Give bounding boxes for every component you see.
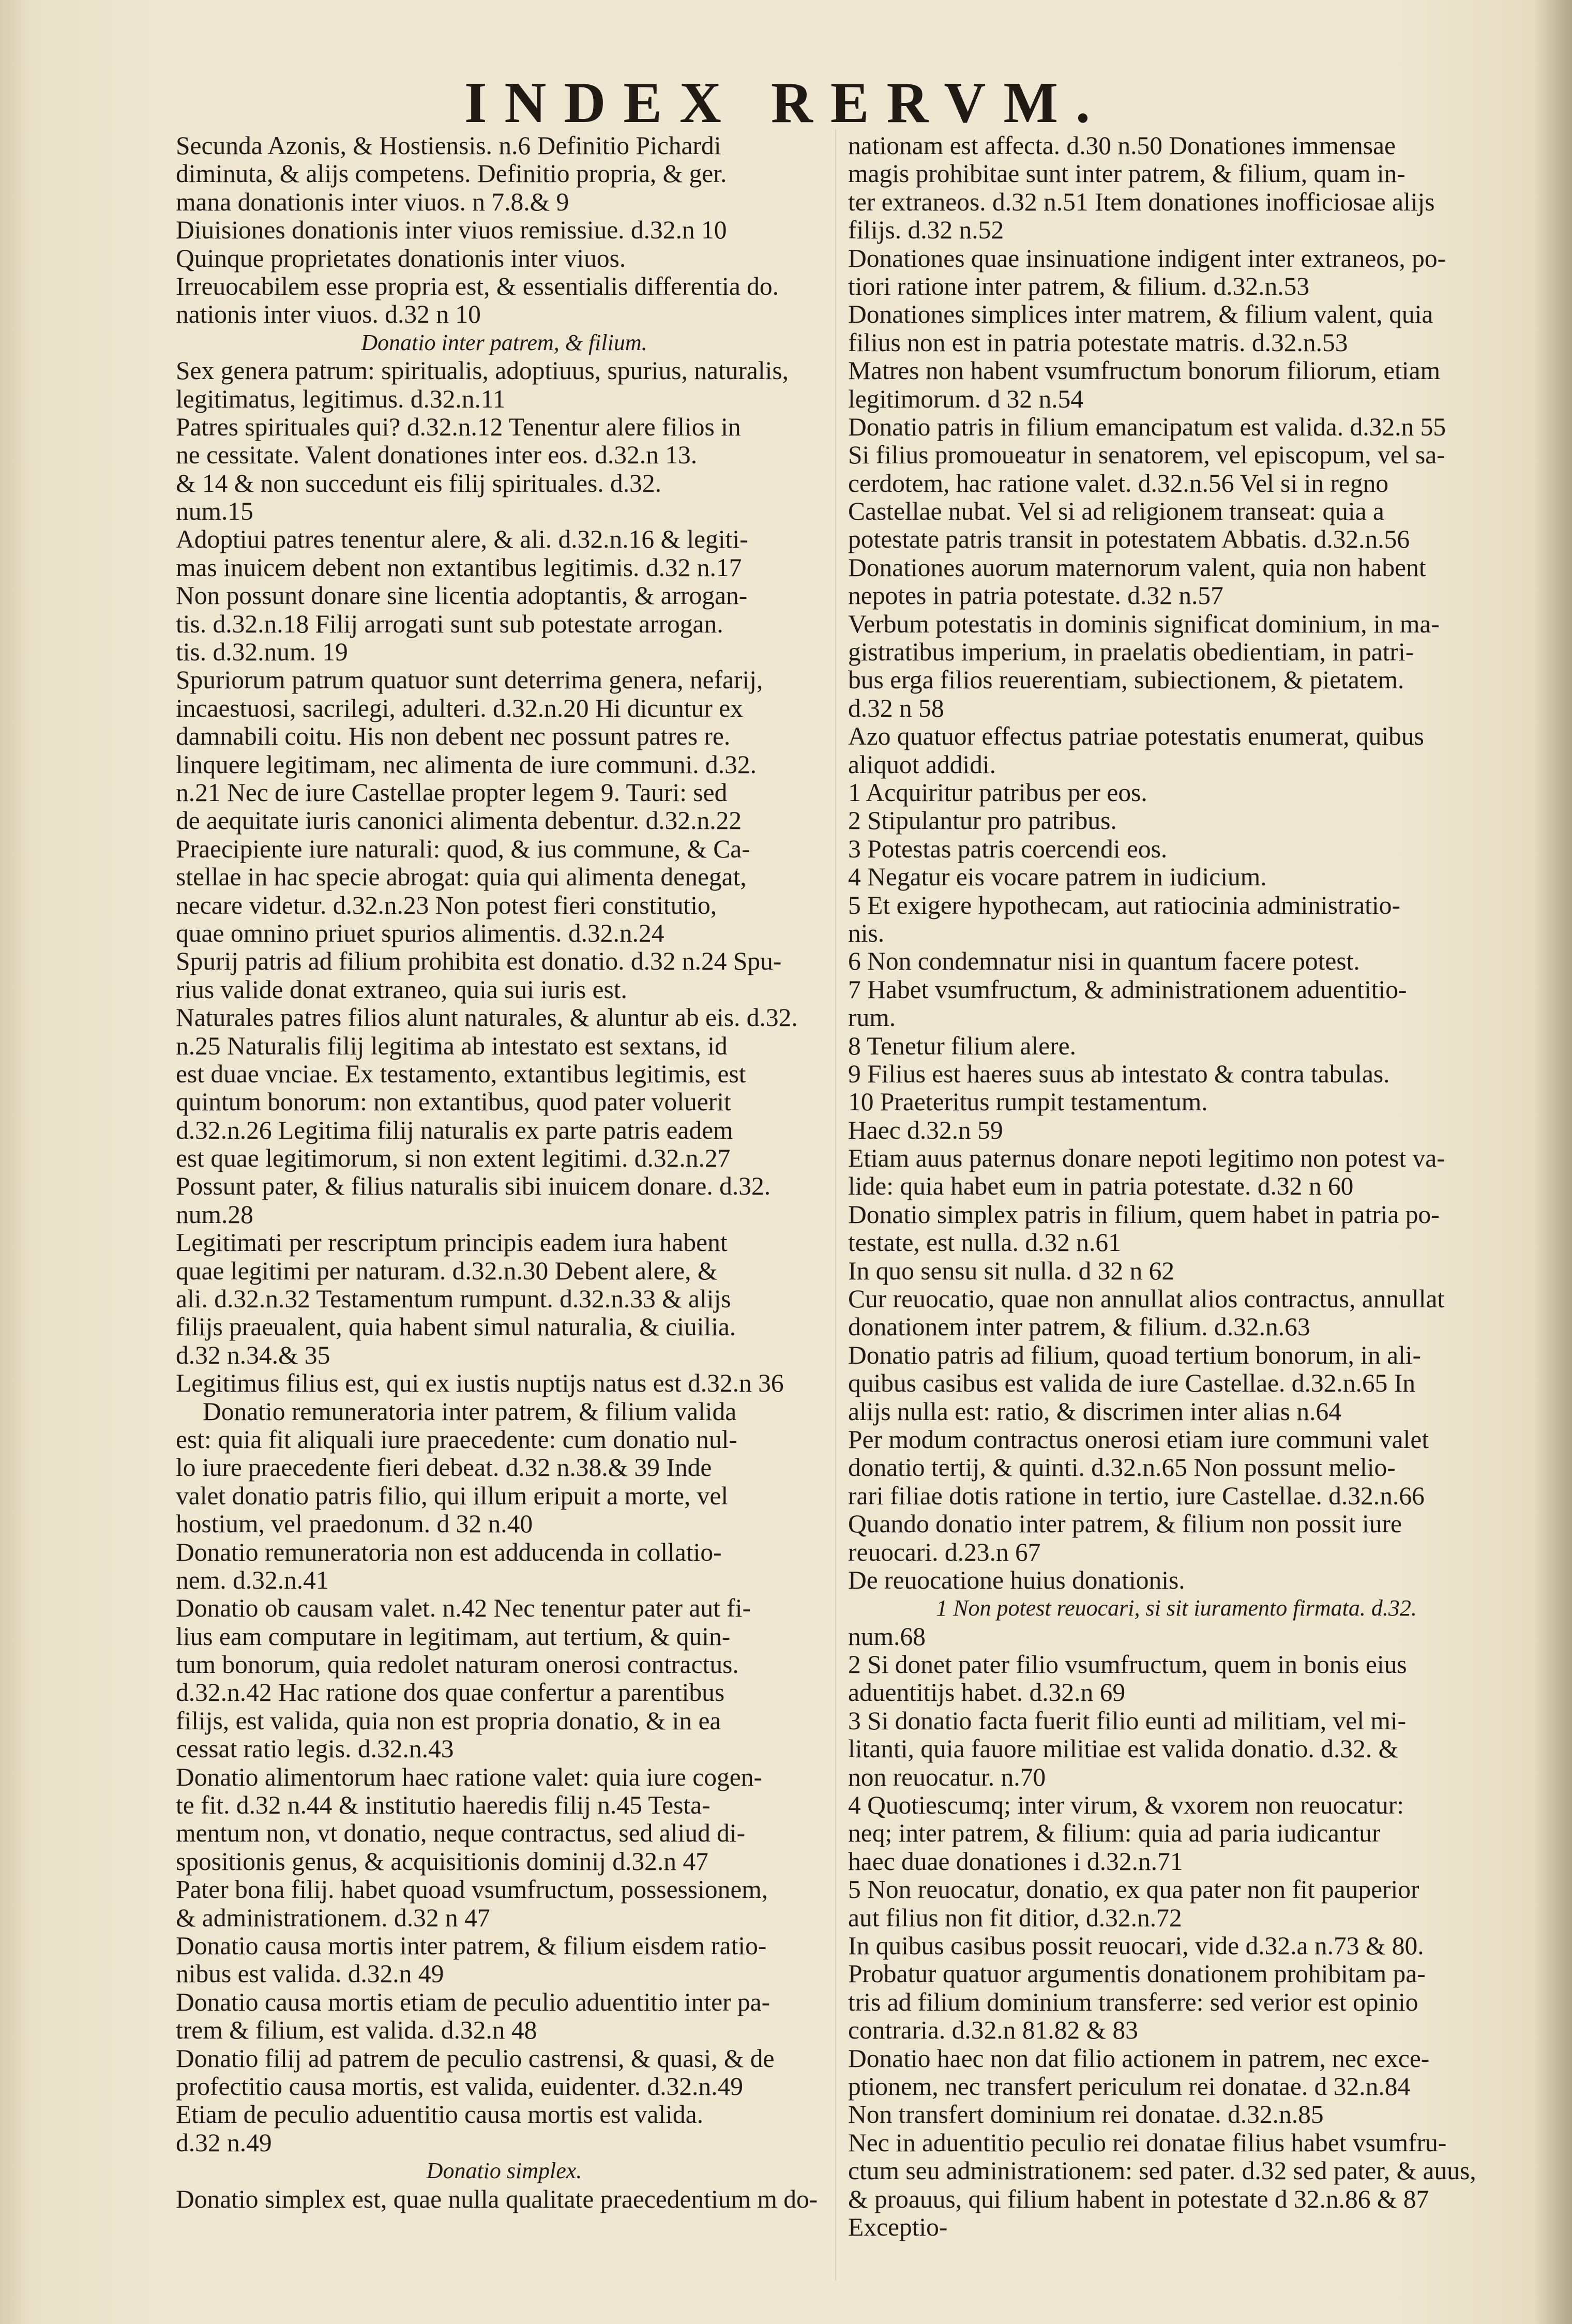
index-line: Sex genera patrum: spiritualis, adoptiuus, spurius, naturalis, xyxy=(176,357,789,385)
index-line: filius non est in patria potestate matris. d.32.n.53 xyxy=(848,328,1348,357)
index-line: Pater bona filij. habet quoad vsumfructum, possessionem, xyxy=(176,1876,768,1904)
index-line: reuocari. d.23.n 67 xyxy=(848,1538,1041,1566)
section-heading: 1 Non potest reuocari, si sit iuramento firmata. d.32. xyxy=(936,1595,1417,1621)
index-line: nem. d.32.n.41 xyxy=(176,1566,329,1594)
index-line: quae omnino priuet spurios alimentis. d.32.n.24 xyxy=(176,919,664,947)
index-line: 8 Tenetur filium alere. xyxy=(848,1032,1076,1060)
index-line: nibus est valida. d.32.n 49 xyxy=(176,1960,444,1988)
index-line: Castellae nubat. Vel si ad religionem transeat: quia a xyxy=(848,497,1384,526)
index-line: Donatio patris in filium emancipatum est valida. d.32.n 55 xyxy=(848,413,1446,441)
index-line: potestate patris transit in potestatem Abbatis. d.32.n.56 xyxy=(848,525,1410,554)
index-line: nationam est affecta. d.30 n.50 Donationes immensae xyxy=(848,132,1396,160)
index-line: Donationes quae insinuatione indigent inter extraneos, po- xyxy=(848,244,1446,273)
index-line: d.32 n 58 xyxy=(848,694,944,722)
index-line: Donatio ob causam valet. n.42 Nec tenentur pater aut fi- xyxy=(176,1594,751,1623)
index-line: donationem inter patrem, & filium. d.32.n.63 xyxy=(848,1313,1310,1341)
index-line: mana donationis inter viuos. n 7.8.& 9 xyxy=(176,188,569,216)
index-line: 10 Praeteritus rumpit testamentum. xyxy=(848,1088,1208,1116)
index-line: donatio tertij, & quinti. d.32.n.65 Non possunt melio- xyxy=(848,1454,1396,1482)
index-line: rius valide donat extraneo, quia sui iuris est. xyxy=(176,975,627,1004)
index-line: tis. d.32.num. 19 xyxy=(176,638,348,667)
index-line: quibus casibus est valida de iure Castellae. d.32.n.65 In xyxy=(848,1369,1416,1398)
index-line: diminuta, & alijs competens. Definitio propria, & ger. xyxy=(176,160,727,188)
index-line: tum bonorum, quia redolet naturam onerosi contractus. xyxy=(176,1651,739,1679)
index-line: Donatio simplex est, quae nulla qualitate praecedentium m do- xyxy=(176,2185,818,2213)
index-line: n.21 Nec de iure Castellae propter legem 9. Tauri: sed xyxy=(176,778,728,807)
index-line: te fit. d.32 n.44 & institutio haeredis filij n.45 Testa- xyxy=(176,1791,711,1820)
index-line: & administrationem. d.32 n 47 xyxy=(176,1904,490,1932)
index-line: mas inuicem debent non extantibus legitimis. d.32 n.17 xyxy=(176,553,742,582)
index-line: neq; inter patrem, & filium: quia ad paria iudicantur xyxy=(848,1819,1381,1848)
index-line: Naturales patres filios alunt naturales, & aluntur ab eis. d.32. xyxy=(176,1004,798,1032)
index-line: d.32.n.26 Legitima filij naturalis ex parte patris eadem xyxy=(176,1116,733,1144)
index-line: legitimatus, legitimus. d.32.n.11 xyxy=(176,385,506,413)
index-line: lo iure praecedente fieri debeat. d.32 n.38.& 39 Inde xyxy=(176,1454,712,1482)
left-column xyxy=(176,132,833,2213)
index-line: Non possunt donare sine licentia adoptantis, & arrogan- xyxy=(176,582,748,610)
index-line: aduentitijs habet. d.32.n 69 xyxy=(848,1679,1126,1707)
index-line: cerdotem, hac ratione valet. d.32.n.56 Vel si in regno xyxy=(848,469,1389,497)
index-line: aliquot addidi. xyxy=(848,750,996,779)
index-line: rari filiae dotis ratione in tertio, iure Castellae. d.32.n.66 xyxy=(848,1482,1425,1510)
index-line: Legitimus filius est, qui ex iustis nuptijs natus est d.32.n 36 xyxy=(176,1369,784,1398)
index-line: Spuriorum patrum quatuor sunt deterrima genera, nefarij, xyxy=(176,666,763,695)
index-line: num.68 xyxy=(848,1622,926,1651)
index-line: In quibus casibus possit reuocari, vide d.32.a n.73 & 80. xyxy=(848,1932,1424,1960)
index-line: num.15 xyxy=(176,497,253,526)
index-line: magis prohibitae sunt inter patrem, & filium, quam in- xyxy=(848,160,1405,188)
index-line: ptionem, nec transfert periculum rei donatae. d 32.n.84 xyxy=(848,2072,1411,2101)
index-line: aut filius non fit ditior, d.32.n.72 xyxy=(848,1904,1182,1932)
index-line: d.32.n.42 Hac ratione dos quae confertur a parentibus xyxy=(176,1679,725,1707)
index-line: lius eam computare in legitimam, aut tertium, & quin- xyxy=(176,1622,731,1651)
index-line: ali. d.32.n.32 Testamentum rumpunt. d.32.n.33 & alijs xyxy=(176,1285,731,1314)
index-line: Donatio alimentorum haec ratione valet: quia iure cogen- xyxy=(176,1763,762,1791)
index-line: non reuocatur. n.70 xyxy=(848,1763,1046,1791)
index-line: profectitio causa mortis, est valida, euidenter. d.32.n.49 xyxy=(176,2072,743,2101)
index-line: Legitimati per rescriptum principis eadem iura habent xyxy=(176,1229,728,1257)
index-line: 2 Stipulantur pro patribus. xyxy=(848,807,1117,835)
index-line: 6 Non condemnatur nisi in quantum facere potest. xyxy=(848,947,1360,976)
index-line: Donatio remuneratoria non est adducenda in collatio- xyxy=(176,1538,722,1566)
index-line: Probatur quatuor argumentis donationem prohibitam pa- xyxy=(848,1960,1426,1988)
index-line: trem & filium, est valida. d.32.n 48 xyxy=(176,2016,537,2045)
index-line: Donatio haec non dat filio actionem in patrem, nec exce- xyxy=(848,2044,1430,2073)
index-line: valet donatio patris filio, qui illum eripuit a morte, vel xyxy=(176,1482,729,1510)
index-line: legitimorum. d 32 n.54 xyxy=(848,385,1084,413)
index-line: & proauus, qui filium habent in potestate d 32.n.86 & 87 xyxy=(848,2185,1429,2213)
index-line: & 14 & non succedunt eis filij spirituales. d.32. xyxy=(176,469,662,497)
index-line: Cur reuocatio, quae non annullat alios contractus, annullat xyxy=(848,1285,1445,1314)
index-line: Donatio causa mortis inter patrem, & filium eisdem ratio- xyxy=(176,1932,767,1960)
index-line: Possunt pater, & filius naturalis sibi inuicem donare. d.32. xyxy=(176,1172,771,1201)
index-line: Quando donatio inter patrem, & filium non possit iure xyxy=(848,1510,1402,1538)
index-line: bus erga filios reuerentiam, subiectionem, & pietatem. xyxy=(848,666,1404,695)
index-line: est duae vnciae. Ex testamento, extantibus legitimis, est xyxy=(176,1060,746,1088)
index-line: gistratibus imperium, in praelatis obedientiam, in patri- xyxy=(848,638,1414,667)
index-line: Haec d.32.n 59 xyxy=(848,1116,1003,1144)
index-line: Diuisiones donationis inter viuos remissiue. d.32.n 10 xyxy=(176,216,727,245)
index-line: tiori ratione inter patrem, & filium. d.32.n.53 xyxy=(848,272,1310,300)
index-line: stellae in hac specie abrogat: quia qui alimenta denegat, xyxy=(176,863,747,892)
index-line: spositionis genus, & acquisitionis dominij d.32.n 47 xyxy=(176,1847,708,1876)
index-line: necare videtur. d.32.n.23 Non potest fieri constitutio, xyxy=(176,891,717,919)
index-line: Adoptiui patres tenentur alere, & ali. d.32.n.16 & legiti- xyxy=(176,525,748,554)
index-line: cessat ratio legis. d.32.n.43 xyxy=(176,1735,454,1763)
index-line: 9 Filius est haeres suus ab intestato & contra tabulas. xyxy=(848,1060,1390,1088)
index-line: testate, est nulla. d.32 n.61 xyxy=(848,1229,1121,1257)
index-line: filijs praeualent, quia habent simul naturalia, & ciuilia. xyxy=(176,1313,736,1341)
index-line: nationis inter viuos. d.32 n 10 xyxy=(176,300,481,329)
index-line: ne cessitate. Valent donationes inter eos. d.32.n 13. xyxy=(176,441,698,470)
index-line: Donatio filij ad patrem de peculio castrensi, & quasi, & de xyxy=(176,2044,775,2073)
index-line: Donatio causa mortis etiam de peculio aduentitio inter pa- xyxy=(176,1988,770,2016)
index-line: Etiam de peculio aduentitio causa mortis est valida. xyxy=(176,2101,703,2129)
index-line: nepotes in patria potestate. d.32 n.57 xyxy=(848,582,1223,610)
index-line: contraria. d.32.n 81.82 & 83 xyxy=(848,2016,1138,2045)
section-heading: Donatio simplex. xyxy=(426,2158,582,2184)
index-line: 3 Potestas patris coercendi eos. xyxy=(848,835,1168,863)
index-line: 5 Et exigere hypothecam, aut ratiocinia administratio- xyxy=(848,891,1400,919)
index-line: quintum bonorum: non extantibus, quod pater voluerit xyxy=(176,1088,731,1116)
index-line: Donationes simplices inter matrem, & filium valent, quia xyxy=(848,300,1433,329)
index-line: Donatio patris ad filium, quoad tertium bonorum, in ali- xyxy=(848,1341,1422,1369)
index-line: Donatio simplex patris in filium, quem habet in patria po- xyxy=(848,1200,1440,1229)
index-line: 2 Si donet pater filio vsumfructum, quem in bonis eius xyxy=(848,1651,1407,1679)
index-line: De reuocatione huius donationis. xyxy=(848,1566,1185,1594)
index-line: filijs, est valida, quia non est propria donatio, & in ea xyxy=(176,1707,721,1735)
index-line: 3 Si donatio facta fuerit filio eunti ad militiam, vel mi- xyxy=(848,1707,1407,1735)
index-line: Per modum contractus onerosi etiam iure communi valet xyxy=(848,1425,1429,1454)
index-line: tris ad filium dominium transferre: sed verior est opinio xyxy=(848,1988,1418,2016)
index-line: est quae legitimorum, si non extent legitimi. d.32.n.27 xyxy=(176,1144,731,1173)
section-heading: Donatio inter patrem, & filium. xyxy=(361,329,647,355)
index-line: alijs nulla est: ratio, & discrimen inter alias n.64 xyxy=(848,1397,1342,1426)
index-line: linquere legitimam, nec alimenta de iure communi. d.32. xyxy=(176,750,757,779)
index-line: tis. d.32.n.18 Filij arrogati sunt sub potestate arrogan. xyxy=(176,610,723,638)
page-edge-shadow xyxy=(1536,0,1572,2324)
index-line: Nec in aduentitio peculio rei donatae filius habet vsumfru- xyxy=(848,2129,1447,2157)
index-line: Praecipiente iure naturali: quod, & ius commune, & Ca- xyxy=(176,835,750,863)
index-line: quae legitimi per naturam. d.32.n.30 Debent alere, & xyxy=(176,1257,718,1285)
index-line: Secunda Azonis, & Hostiensis. n.6 Definitio Pichardi xyxy=(176,132,721,160)
index-line: lide: quia habet eum in patria potestate. d.32 n 60 xyxy=(848,1172,1354,1201)
index-line: damnabili coitu. His non debent nec possunt patres re. xyxy=(176,722,731,751)
index-line: de aequitate iuris canonici alimenta debentur. d.32.n.22 xyxy=(176,807,742,835)
column-divider xyxy=(835,129,836,2281)
index-line: rum. xyxy=(848,1004,896,1032)
index-line: ter extraneos. d.32 n.51 Item donationes inofficiosae alijs xyxy=(848,188,1435,216)
index-line: Donatio remuneratoria inter patrem, & filium valida xyxy=(203,1397,737,1426)
index-line: 1 Acquiritur patribus per eos. xyxy=(848,778,1147,807)
index-line: nis. xyxy=(848,919,885,947)
index-line: Donationes auorum maternorum valent, quia non habent xyxy=(848,553,1426,582)
index-line: Non transfert dominium rei donatae. d.32.n.85 xyxy=(848,2101,1324,2129)
page-header: INDEX RERVM. xyxy=(464,71,1108,135)
index-line: litanti, quia fauore militiae est valida donatio. d.32. & xyxy=(848,1735,1398,1763)
index-line: d.32 n.34.& 35 xyxy=(176,1341,330,1369)
index-line: In quo sensu sit nulla. d 32 n 62 xyxy=(848,1257,1175,1285)
index-line: Quinque proprietates donationis inter viuos. xyxy=(176,244,626,273)
index-line: hostium, vel praedonum. d 32 n.40 xyxy=(176,1510,533,1538)
index-line: ctum seu administrationem: sed pater. d.32 sed pater, & auus, xyxy=(848,2157,1476,2185)
index-line: num.28 xyxy=(176,1200,253,1229)
index-line: 5 Non reuocatur, donatio, ex qua pater non fit pauperior xyxy=(848,1876,1419,1904)
index-line: Azo quatuor effectus patriae potestatis enumerat, quibus xyxy=(848,722,1424,751)
index-line: Spurij patris ad filium prohibita est donatio. d.32 n.24 Spu- xyxy=(176,947,782,976)
index-line: filijs. d.32 n.52 xyxy=(848,216,1004,245)
index-line: haec duae donationes i d.32.n.71 xyxy=(848,1847,1183,1876)
index-line: incaestuosi, sacrilegi, adulteri. d.32.n.20 Hi dicuntur ex xyxy=(176,694,743,722)
index-line: Etiam auus paternus donare nepoti legitimo non potest va- xyxy=(848,1144,1445,1173)
index-line: Matres non habent vsumfructum bonorum filiorum, etiam xyxy=(848,357,1441,385)
index-line: 7 Habet vsumfructum, & administrationem aduentitio- xyxy=(848,975,1407,1004)
index-line: Irreuocabilem esse propria est, & essentialis differentia do. xyxy=(176,272,779,300)
index-line: Si filius promoueatur in senatorem, vel episcopum, vel sa- xyxy=(848,441,1445,470)
index-line: 4 Negatur eis vocare patrem in iudicium. xyxy=(848,863,1267,892)
index-line: d.32 n.49 xyxy=(176,2129,272,2157)
index-line: Patres spirituales qui? d.32.n.12 Tenentur alere filios in xyxy=(176,413,741,441)
index-line: n.25 Naturalis filij legitima ab intestato est sextans, id xyxy=(176,1032,728,1060)
index-line: Verbum potestatis in dominis significat dominium, in ma- xyxy=(848,610,1440,638)
index-line: 4 Quotiescumq; inter virum, & vxorem non reuocatur: xyxy=(848,1791,1404,1820)
index-line: Exceptio- xyxy=(848,2213,948,2241)
index-line: mentum non, vt donatio, neque contractus, sed aliud di- xyxy=(176,1819,746,1848)
right-column xyxy=(848,132,1505,2241)
index-line: est: quia fit aliquali iure praecedente: cum donatio nul- xyxy=(176,1425,737,1454)
